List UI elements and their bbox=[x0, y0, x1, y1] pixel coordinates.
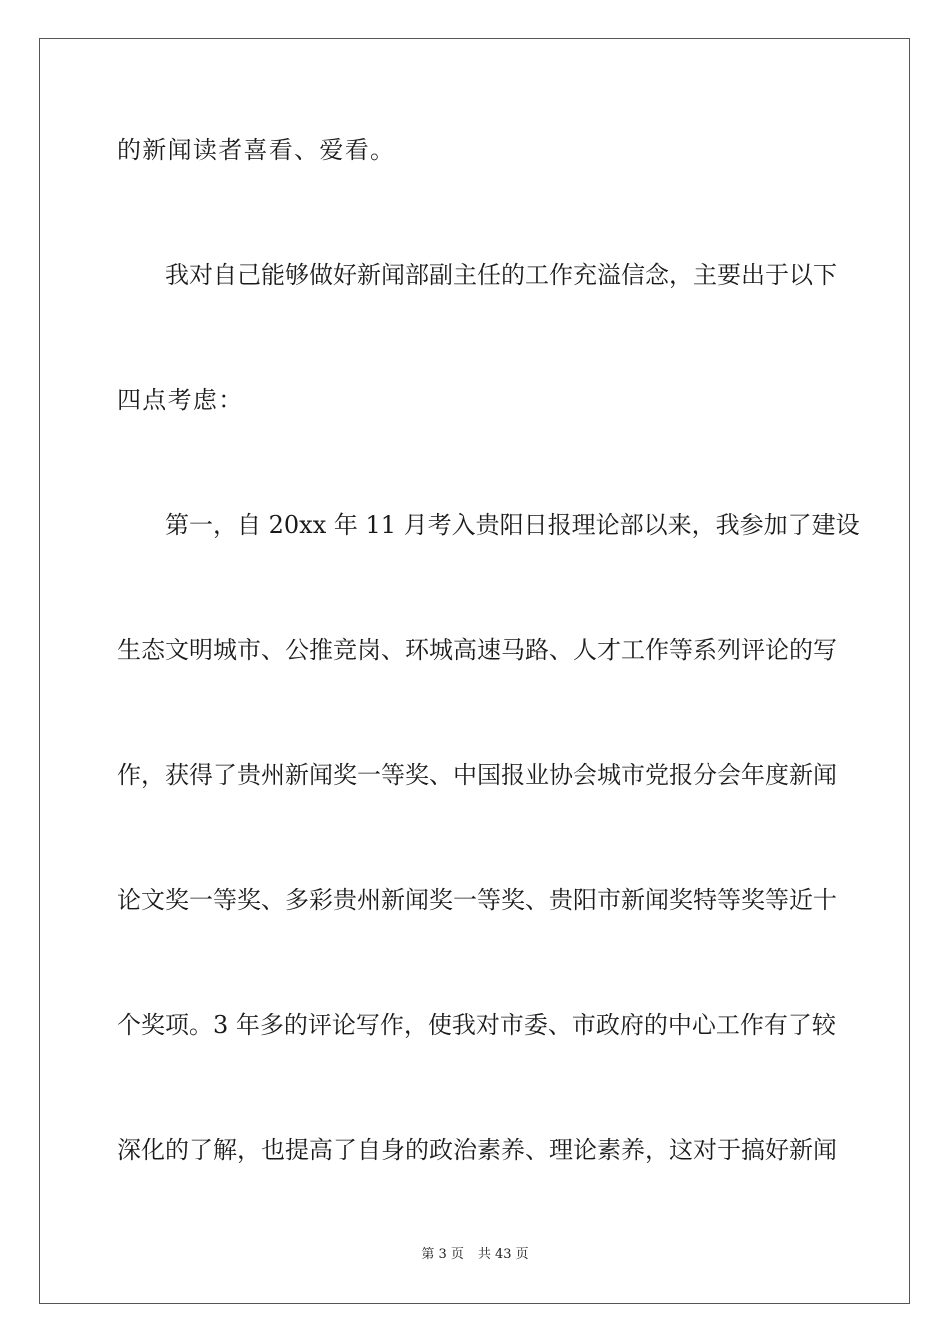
text-line-2: 我对自己能够做好新闻部副主任的工作充溢信念，主要出于以下 bbox=[165, 261, 837, 289]
text-line-9: 深化的了解，也提高了自身的政治素养、理论素养，这对于搞好新闻 bbox=[117, 1136, 837, 1164]
text-line-4: 第一，自 20xx 年 11 月考入贵阳日报理论部以来，我参加了建设 bbox=[165, 511, 860, 539]
page-number-total: 共 43 页 bbox=[477, 1247, 529, 1262]
page-frame bbox=[39, 38, 910, 1304]
page-footer bbox=[0, 1246, 950, 1264]
text-line-5: 生态文明城市、公推竞岗、环城高速马路、人才工作等系列评论的写 bbox=[117, 636, 837, 664]
text-line-1: 的新闻读者喜看、爱看。 bbox=[117, 136, 396, 164]
text-line-8: 个奖项。3 年多的评论写作，使我对市委、市政府的中心工作有了较 bbox=[117, 1011, 836, 1039]
text-line-3: 四点考虑： bbox=[117, 386, 244, 414]
text-line-6: 作，获得了贵州新闻奖一等奖、中国报业协会城市党报分会年度新闻 bbox=[117, 761, 837, 789]
text-line-7: 论文奖一等奖、多彩贵州新闻奖一等奖、贵阳市新闻奖特等奖等近十 bbox=[117, 886, 837, 914]
page-number-current: 第 3 页 bbox=[421, 1247, 464, 1262]
